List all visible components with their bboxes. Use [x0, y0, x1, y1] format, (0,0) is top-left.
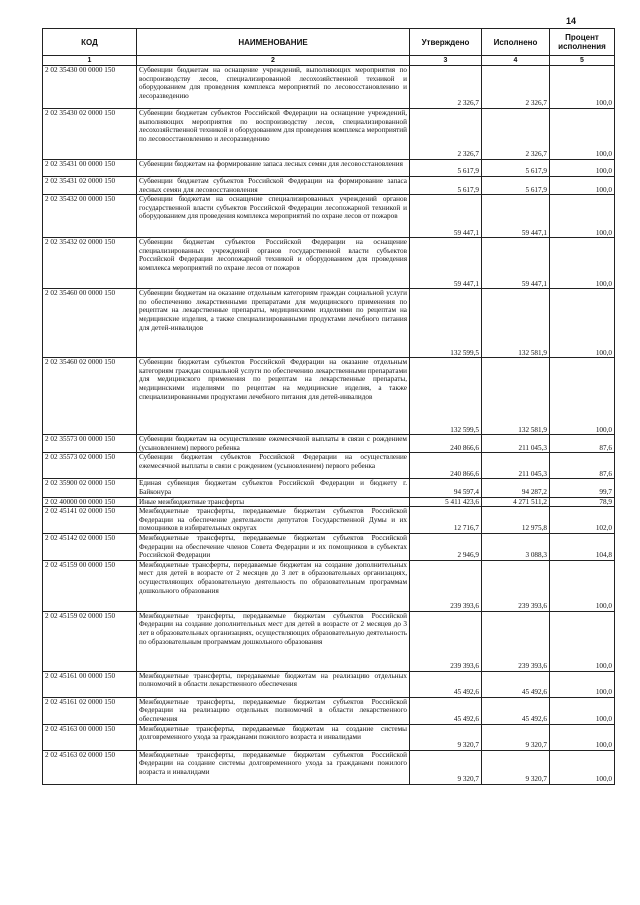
row-percent: 100,0: [550, 611, 615, 671]
row-approved: 12 716,7: [410, 507, 482, 534]
row-name: Единая субвенция бюджетам субъектов Российской Федерации и бюджету г. Байконура: [137, 479, 410, 497]
row-name: Субвенции бюджетам субъектов Российской Федерации на оказание отдельным категориям граждан социальной услуги по обеспечению лекарственными препаратами для медицинского применения по рецептам на лекарственные препараты, медицинскими изделиями по рецептам на медицинские изделия, а также специализированными продуктами лечебного питания для детей-инвалидов: [137, 358, 410, 435]
row-name: Субвенции бюджетам субъектов Российской Федерации на оснащение учреждений, выполняющих мероприятия по воспроизводству лесов, специализированной лесохозяйственной техникой и оборудованием для проведения комплекса мероприятий по лесовосстановлению и лесоразведению: [137, 109, 410, 160]
row-percent: 100,0: [550, 195, 615, 238]
table-row: [43, 507, 615, 534]
row-code: 2 02 35432 00 0000 150: [43, 195, 137, 238]
row-name: Межбюджетные трансферты, передаваемые бюджетам на создание дополнительных мест для детей в возрасте от 2 месяцев до 3 лет в образовательных организациях, осуществляющих образовательную деятельность по образовательным программам дошкольного образования: [137, 560, 410, 611]
row-name: Субвенции бюджетам на осуществление ежемесячной выплаты в связи с рождением (усыновлением) первого ребенка: [137, 435, 410, 453]
row-executed: 4 271 511,2: [482, 497, 550, 507]
row-executed: 211 045,3: [482, 453, 550, 479]
row-executed: 132 581,9: [482, 358, 550, 435]
row-approved: 59 447,1: [410, 195, 482, 238]
row-executed: 5 617,9: [482, 177, 550, 195]
row-executed: 211 045,3: [482, 435, 550, 453]
table-row: [43, 435, 615, 453]
row-executed: 132 581,9: [482, 289, 550, 358]
row-approved: 59 447,1: [410, 238, 482, 289]
row-approved: 5 617,9: [410, 177, 482, 195]
row-executed: 239 393,6: [482, 560, 550, 611]
row-approved: 132 599,5: [410, 358, 482, 435]
row-percent: 102,0: [550, 507, 615, 534]
row-percent: 87,6: [550, 453, 615, 479]
column-number: 4: [482, 56, 550, 66]
column-number: 3: [410, 56, 482, 66]
row-approved: 239 393,6: [410, 611, 482, 671]
row-code: 2 02 35431 02 0000 150: [43, 177, 137, 195]
row-code: 2 02 35460 00 0000 150: [43, 289, 137, 358]
table-row: [43, 560, 615, 611]
row-executed: 9 320,7: [482, 724, 550, 750]
row-executed: 239 393,6: [482, 611, 550, 671]
row-approved: 94 597,4: [410, 479, 482, 497]
row-name: Межбюджетные трансферты, передаваемые бюджетам субъектов Российской Федерации на создание системы долговременного ухода за гражданами пожилого возраста и инвалидами: [137, 750, 410, 784]
row-name: Иные межбюджетные трансферты: [137, 497, 410, 507]
table-row: [43, 195, 615, 238]
row-approved: 2 326,7: [410, 109, 482, 160]
row-code: 2 02 45161 02 0000 150: [43, 697, 137, 724]
row-percent: 99,7: [550, 479, 615, 497]
row-code: 2 02 45141 02 0000 150: [43, 507, 137, 534]
row-approved: 2 326,7: [410, 66, 482, 109]
row-code: 2 02 45142 02 0000 150: [43, 533, 137, 560]
table-row: [43, 109, 615, 160]
table-row: [43, 238, 615, 289]
row-approved: 45 492,6: [410, 697, 482, 724]
table-row: [43, 611, 615, 671]
row-percent: 100,0: [550, 697, 615, 724]
row-name: Субвенции бюджетам на оснащение учреждений, выполняющих мероприятия по воспроизводству лесов, специализированной лесохозяйственной техникой и оборудованием для проведения комплекса мероприятий по лесовосстановлению и лесоразведению: [137, 66, 410, 109]
row-name: Субвенции бюджетам на формирование запаса лесных семян для лесовосстановления: [137, 160, 410, 177]
page-number: 14: [566, 16, 577, 26]
row-name: Субвенции бюджетам субъектов Российской Федерации на формирование запаса лесных семян для лесовосстановления: [137, 177, 410, 195]
row-percent: 87,6: [550, 435, 615, 453]
row-executed: 2 326,7: [482, 109, 550, 160]
row-approved: 9 320,7: [410, 750, 482, 784]
row-code: 2 02 35573 02 0000 150: [43, 453, 137, 479]
row-approved: 9 320,7: [410, 724, 482, 750]
row-code: 2 02 35431 00 0000 150: [43, 160, 137, 177]
table-row: [43, 177, 615, 195]
row-percent: 78,9: [550, 497, 615, 507]
row-percent: 104,8: [550, 533, 615, 560]
table-row: [43, 724, 615, 750]
row-code: 2 02 35460 02 0000 150: [43, 358, 137, 435]
row-executed: 94 287,2: [482, 479, 550, 497]
row-executed: 2 326,7: [482, 66, 550, 109]
table-row: [43, 160, 615, 177]
row-executed: 45 492,6: [482, 671, 550, 697]
row-code: 2 02 35432 02 0000 150: [43, 238, 137, 289]
table-row: [43, 66, 615, 109]
row-name: Межбюджетные трансферты, передаваемые бюджетам субъектов Российской Федерации на создание дополнительных мест для детей в возрасте от 2 месяцев до 3 лет в образовательных организациях, осуществляющих образовательную деятельность по образовательным программам дошкольного образования: [137, 611, 410, 671]
row-percent: 100,0: [550, 177, 615, 195]
row-name: Межбюджетные трансферты, передаваемые бюджетам на создание системы долговременного ухода за гражданами пожилого возраста и инвалидами: [137, 724, 410, 750]
row-percent: 100,0: [550, 724, 615, 750]
row-approved: 240 866,6: [410, 435, 482, 453]
header-percent: Процент исполнения: [550, 29, 615, 56]
column-number: 2: [137, 56, 410, 66]
row-percent: 100,0: [550, 358, 615, 435]
row-name: Субвенции бюджетам субъектов Российской Федерации на осуществление ежемесячной выплаты в связи с рождением (усыновлением) первого ребенка: [137, 453, 410, 479]
row-approved: 5 617,9: [410, 160, 482, 177]
row-percent: 100,0: [550, 238, 615, 289]
row-percent: 100,0: [550, 560, 615, 611]
row-code: 2 02 45163 02 0000 150: [43, 750, 137, 784]
row-percent: 100,0: [550, 160, 615, 177]
row-code: 2 02 45163 00 0000 150: [43, 724, 137, 750]
row-percent: 100,0: [550, 671, 615, 697]
row-code: 2 02 45161 00 0000 150: [43, 671, 137, 697]
row-executed: 5 617,9: [482, 160, 550, 177]
table-row: [43, 289, 615, 358]
table-row: [43, 697, 615, 724]
row-name: Межбюджетные трансферты, передаваемые бюджетам субъектов Российской Федерации на обеспечение членов Совета Федерации и их помощников в субъектах Российской Федерации: [137, 533, 410, 560]
row-executed: 9 320,7: [482, 750, 550, 784]
table-body: [43, 66, 615, 785]
table-row: [43, 750, 615, 784]
table-row: [43, 533, 615, 560]
row-code: 2 02 35573 00 0000 150: [43, 435, 137, 453]
row-approved: 45 492,6: [410, 671, 482, 697]
column-number: 1: [43, 56, 137, 66]
row-code: 2 02 45159 02 0000 150: [43, 611, 137, 671]
header-executed: Исполнено: [482, 29, 550, 56]
row-percent: 100,0: [550, 289, 615, 358]
header-code: КОД: [43, 29, 137, 56]
row-name: Межбюджетные трансферты, передаваемые бюджетам на реализацию отдельных полномочий в области лекарственного обеспечения: [137, 671, 410, 697]
row-executed: 59 447,1: [482, 195, 550, 238]
row-name: Межбюджетные трансферты, передаваемые бюджетам субъектов Российской Федерации на обеспечение деятельности депутатов Государственной Думы и их помощников в избирательных округах: [137, 507, 410, 534]
row-executed: 59 447,1: [482, 238, 550, 289]
row-percent: 100,0: [550, 66, 615, 109]
row-executed: 45 492,6: [482, 697, 550, 724]
table-row: [43, 497, 615, 507]
row-approved: 2 946,9: [410, 533, 482, 560]
row-code: 2 02 40000 00 0000 150: [43, 497, 137, 507]
column-number: 5: [550, 56, 615, 66]
table-row: [43, 479, 615, 497]
row-approved: 132 599,5: [410, 289, 482, 358]
row-approved: 240 866,6: [410, 453, 482, 479]
row-executed: 3 088,3: [482, 533, 550, 560]
table-row: [43, 671, 615, 697]
row-approved: 5 411 423,6: [410, 497, 482, 507]
row-code: 2 02 35900 02 0000 150: [43, 479, 137, 497]
header-approved: Утверждено: [410, 29, 482, 56]
header-name: НАИМЕНОВАНИЕ: [137, 29, 410, 56]
row-executed: 12 975,8: [482, 507, 550, 534]
row-name: Субвенции бюджетам субъектов Российской Федерации на оснащение специализированных учреждений органов государственной власти субъектов Российской Федерации лесопожарной техникой и оборудованием для проведения комплекса мероприятий по охране лесов от пожаров: [137, 238, 410, 289]
row-code: 2 02 35430 00 0000 150: [43, 66, 137, 109]
row-name: Субвенции бюджетам на оказание отдельным категориям граждан социальной услуги по обеспечению лекарственными препаратами для медицинского применения по рецептам на лекарственные препараты, медицинскими изделиями по рецептам на медицинские изделия, а также специализированными продуктами лечебного питания для детей-инвалидов: [137, 289, 410, 358]
row-code: 2 02 35430 02 0000 150: [43, 109, 137, 160]
row-name: Межбюджетные трансферты, передаваемые бюджетам субъектов Российской Федерации на реализацию отдельных полномочий в области лекарственного обеспечения: [137, 697, 410, 724]
table-row: [43, 358, 615, 435]
row-name: Субвенции бюджетам на оснащение специализированных учреждений органов государственной власти субъектов Российской Федерации лесопожарной техникой и оборудованием для проведения комплекса мероприятий по охране лесов от пожаров: [137, 195, 410, 238]
row-percent: 100,0: [550, 109, 615, 160]
row-percent: 100,0: [550, 750, 615, 784]
row-approved: 239 393,6: [410, 560, 482, 611]
budget-execution-table: [42, 28, 615, 785]
row-code: 2 02 45159 00 0000 150: [43, 560, 137, 611]
table-row: [43, 453, 615, 479]
